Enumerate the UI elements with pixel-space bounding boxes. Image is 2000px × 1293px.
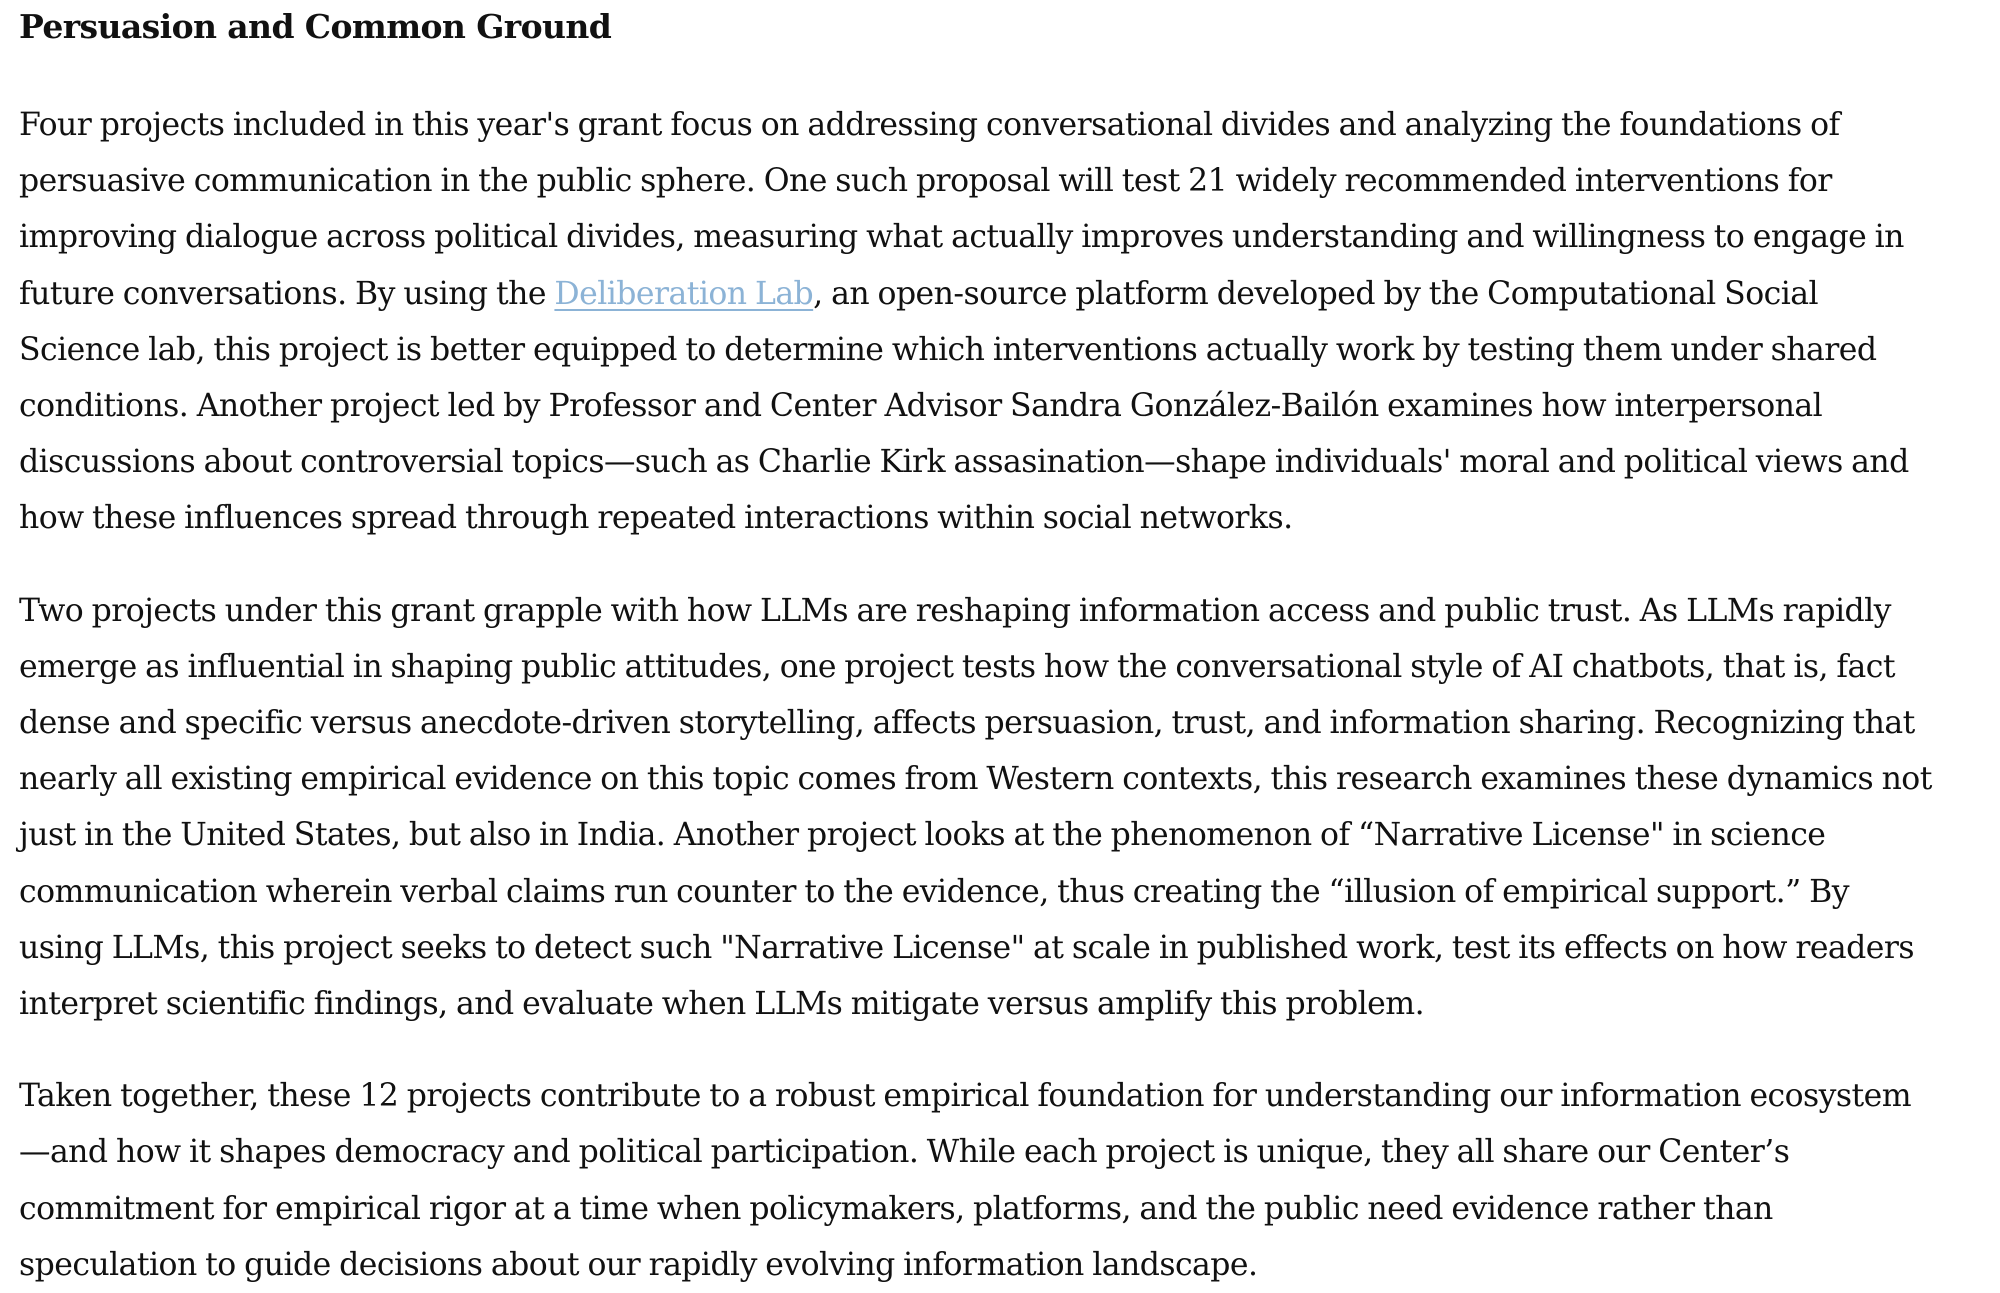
- paragraph-line: persuasive communication in the public sphere. One such proposal will test 21 widely recommended interventions for: [19, 163, 1832, 200]
- paragraph-line-with-link: [19, 266, 2000, 322]
- paragraph-line: Two projects under this grant grapple with how LLMs are reshaping information access and public trust. As LLMs rapidly: [19, 592, 1891, 629]
- paragraph-line: using LLMs, this project seeks to detect such "Narrative License" at scale in published work, test its effects on how readers: [19, 929, 1914, 966]
- deliberation-lab-link[interactable]: Deliberation Lab: [554, 275, 814, 312]
- paragraph-line: improving dialogue across political divides, measuring what actually improves understanding and willingness to engage in: [19, 219, 1904, 256]
- paragraph-line: conditions. Another project led by Professor and Center Advisor Sandra González-Bailón examines how interpersonal: [19, 388, 1823, 425]
- section-heading: Persuasion and Common Ground: [19, 7, 612, 46]
- paragraph-line: how these influences spread through repeated interactions within social networks.: [19, 500, 1293, 537]
- paragraph-line: discussions about controversial topics—such as Charlie Kirk assasination—shape individuals' moral and political views and: [19, 444, 1909, 481]
- paragraph-line: —and how it shapes democracy and political participation. While each project is unique, they all share our Center’s: [19, 1134, 1790, 1171]
- paragraph-line: just in the United States, but also in India. Another project looks at the phenomenon of “Narrative License" in science: [19, 817, 1826, 854]
- paragraph-conclusion: [19, 1068, 2000, 1293]
- paragraph-line: Four projects included in this year's grant focus on addressing conversational divides and analyzing the foundations of: [19, 107, 1840, 143]
- paragraph-line: interpret scientific findings, and evaluate when LLMs mitigate versus amplify this problem.: [19, 986, 1425, 1023]
- article-section: [19, 0, 2000, 1293]
- paragraph-line: emerge as influential in shaping public attitudes, one project tests how the conversational style of AI chatbots, that is, fact: [19, 648, 1895, 685]
- paragraph-llm-projects: [19, 583, 2000, 1033]
- paragraph-line: commitment for empirical rigor at a time when policymakers, platforms, and the public need evidence rather than: [19, 1190, 1773, 1227]
- paragraph-line: Science lab, this project is better equipped to determine which interventions actually work by testing them under shared: [19, 331, 1877, 368]
- paragraph-line: speculation to guide decisions about our rapidly evolving information landscape.: [19, 1246, 1258, 1283]
- paragraph-line: nearly all existing empirical evidence on this topic comes from Western contexts, this research examines these dynamics not: [19, 761, 1932, 798]
- paragraph-text: future conversations. By using the: [19, 275, 555, 312]
- paragraph-persuasion-projects: [19, 97, 2000, 547]
- paragraph-line: dense and specific versus anecdote-driven storytelling, affects persuasion, trust, and information sharing. Recognizing that: [19, 705, 1915, 742]
- paragraph-line: Taken together, these 12 projects contribute to a robust empirical foundation for understanding our information ecosystem: [19, 1078, 1912, 1115]
- paragraph-text: , an open-source platform developed by the Computational Social: [813, 275, 1818, 312]
- paragraph-line: communication wherein verbal claims run counter to the evidence, thus creating the “illusion of empirical support.” By: [19, 873, 1849, 910]
